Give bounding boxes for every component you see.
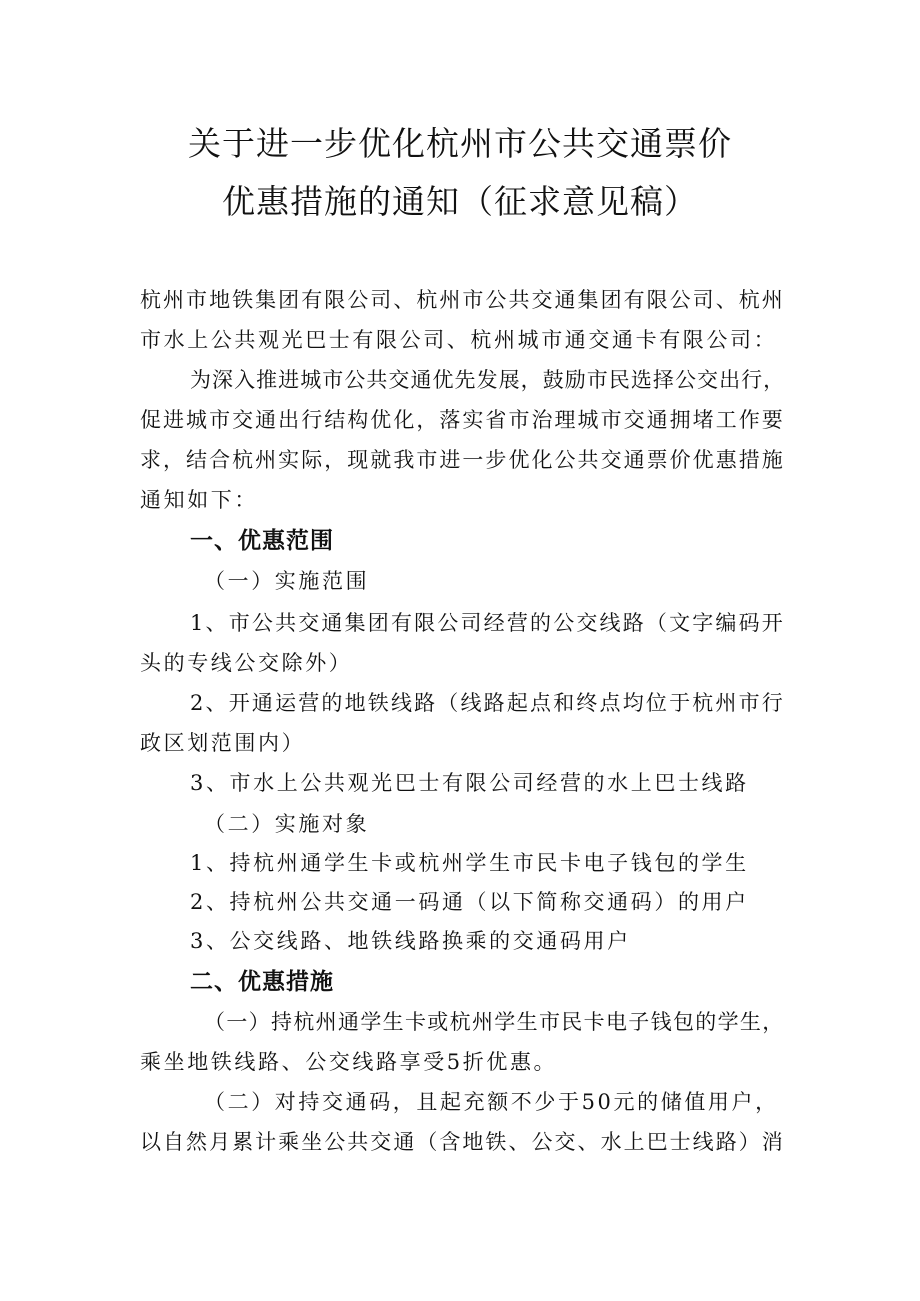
section-2-para-1-line-1: （一）持杭州通学生卡或杭州学生市民卡电子钱包的学生， [204,1010,785,1034]
section-2-heading: 二、优惠措施 [190,969,334,995]
section-2-para-2-line-1: （二）对持交通码，且起充额不少于50元的储值用户， [204,1090,779,1114]
section-1-target-1: 1、持杭州通学生卡或杭州学生市民卡电子钱包的学生 [190,851,749,875]
addressee-line-2: 市水上公共观光巴士有限公司、杭州城市通交通卡有限公司： [140,328,778,352]
section-1-item-2-line-1: 2、开通运营的地铁线路（线路起点和终点均位于杭州市行 [190,691,785,715]
section-1-subheading-targets: （二）实施对象 [204,812,370,836]
intro-line-1: 为深入推进城市公共交通优先发展，鼓励市民选择公交出行， [190,368,786,392]
addressee-line-1: 杭州市地铁集团有限公司、杭州市公共交通集团有限公司、杭州 [140,288,785,312]
section-1-item-3: 3、市水上公共观光巴士有限公司经营的水上巴士线路 [190,771,749,795]
intro-line-2: 促进城市交通出行结构优化，落实省市治理城市交通拥堵工作要 [140,408,785,432]
document-title-line-2: 优惠措施的通知（征求意见稿） [222,182,698,221]
section-2-para-1-line-2: 乘坐地铁线路、公交线路享受5折优惠。 [140,1050,558,1074]
intro-line-3: 求，结合杭州实际，现就我市进一步优化公共交通票价优惠措施 [140,448,785,472]
section-1-item-1-line-2: 头的专线公交除外） [140,651,353,675]
section-1-heading: 一、优惠范围 [190,528,334,554]
section-2-para-2-line-2: 以自然月累计乘坐公共交通（含地铁、公交、水上巴士线路）消 [140,1130,785,1154]
intro-line-4: 通知如下： [140,488,258,512]
section-1-target-3: 3、公交线路、地铁线路换乘的交通码用户 [190,929,631,953]
section-1-item-1-line-1: 1、市公共交通集团有限公司经营的公交线路（文字编码开 [190,611,785,635]
section-1-subheading-scope: （一）实施范围 [204,569,370,593]
section-1-item-2-line-2: 政区划范围内） [140,731,306,755]
section-1-target-2: 2、持杭州公共交通一码通（以下简称交通码）的用户 [190,890,749,914]
document-title-line-1: 关于进一步优化杭州市公共交通票价 [188,124,732,163]
